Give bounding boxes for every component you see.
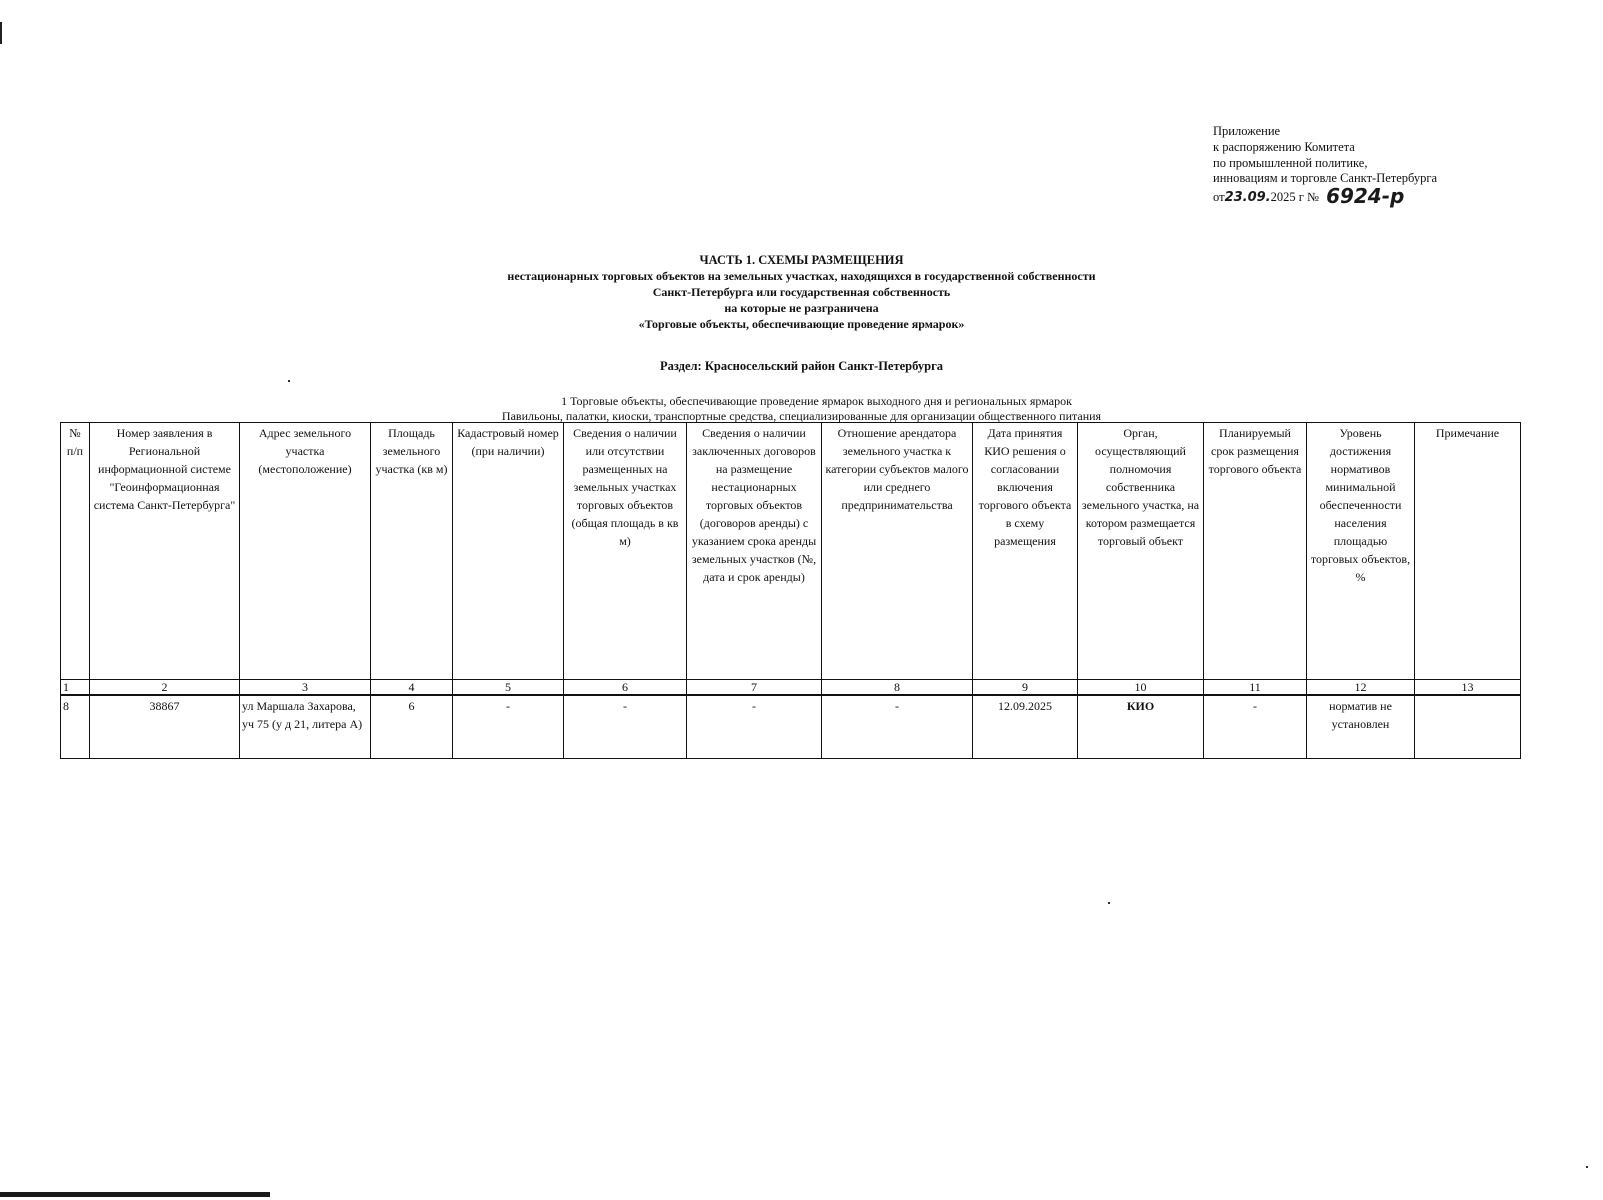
subsection-title: Павильоны, палатки, киоски, транспортные средства, специализированные для организации общественного питания bbox=[501, 409, 1102, 423]
appendix-block bbox=[1213, 124, 1438, 209]
column-number: 5 bbox=[453, 680, 564, 696]
column-number-row bbox=[61, 680, 1521, 696]
column-header: Дата принятия КИО решения о согласовании включения торгового объекта в схему размещения bbox=[973, 423, 1078, 680]
cell-authority: КИО bbox=[1078, 695, 1204, 759]
appendix-line: инновациям и торговле Санкт-Петербурга bbox=[1213, 171, 1438, 186]
appendix-line: к распоряжению Комитета bbox=[1213, 139, 1355, 154]
cell-row-number: 8 bbox=[61, 695, 90, 759]
scan-speck bbox=[1586, 1166, 1588, 1168]
cell-area: 6 bbox=[371, 695, 453, 759]
column-header: № п/п bbox=[61, 423, 90, 680]
cell-norm-level: норматив не установлен bbox=[1307, 695, 1415, 759]
column-header: Орган, осуществляющий полномочия собственника земельного участка, на котором размещается торговый объект bbox=[1078, 423, 1204, 680]
table-row bbox=[61, 695, 1521, 759]
scan-speck bbox=[288, 380, 290, 382]
section-title: Раздел: Красносельский район Санкт-Петербурга bbox=[659, 359, 944, 373]
appendix-date-line bbox=[1213, 184, 1437, 209]
placement-table bbox=[60, 422, 1521, 759]
column-header: Отношение арендатора земельного участка к категории субъектов малого или среднего предпринимательства bbox=[822, 423, 973, 680]
column-header: Примечание bbox=[1415, 423, 1521, 680]
cell-existing-objects: - bbox=[564, 695, 687, 759]
scan-speck bbox=[1108, 902, 1110, 904]
cell-note bbox=[1415, 695, 1521, 759]
scan-edge-mark bbox=[0, 22, 2, 44]
title-line: нестационарных торговых объектов на земельных участках, находящихся в государственной собственности bbox=[507, 269, 1096, 283]
column-number: 6 bbox=[564, 680, 687, 696]
title-line: «Торговые объекты, обеспечивающие проведение ярмарок» bbox=[638, 317, 965, 331]
column-number: 2 bbox=[90, 680, 240, 696]
column-header: Площадь земельного участка (кв м) bbox=[371, 423, 453, 680]
column-header: Кадастровый номер (при наличии) bbox=[453, 423, 564, 680]
column-number: 8 bbox=[822, 680, 973, 696]
scan-edge-bar bbox=[0, 1192, 270, 1197]
table-header-row bbox=[61, 423, 1521, 680]
title-line: на которые не разграничена bbox=[724, 301, 879, 315]
column-header: Адрес земельного участка (местоположение) bbox=[240, 423, 371, 680]
handwritten-order-number: 6924-р bbox=[1326, 184, 1405, 209]
from-label: от bbox=[1213, 190, 1225, 205]
cell-address: ул Маршала Захарова, уч 75 (у д 21, литера А) bbox=[240, 695, 371, 759]
subsection-title: 1 Торговые объекты, обеспечивающие проведение ярмарок выходного дня и региональных ярмарок bbox=[561, 394, 1072, 408]
cell-contracts: - bbox=[687, 695, 822, 759]
cell-planned-term: - bbox=[1204, 695, 1307, 759]
column-header: Уровень достижения нормативов минимальной обеспеченности населения площадью торговых объектов, % bbox=[1307, 423, 1415, 680]
column-number: 1 bbox=[61, 680, 90, 696]
cell-kio-date: 12.09.2025 bbox=[973, 695, 1078, 759]
cell-sme-relation: - bbox=[822, 695, 973, 759]
column-header: Сведения о наличии или отсутствии размещенных на земельных участках торговых объектов (общая площадь в кв м) bbox=[564, 423, 687, 680]
column-number: 13 bbox=[1415, 680, 1521, 696]
column-number: 7 bbox=[687, 680, 822, 696]
column-number: 11 bbox=[1204, 680, 1307, 696]
part-title: ЧАСТЬ 1. СХЕМЫ РАЗМЕЩЕНИЯ bbox=[699, 253, 904, 267]
cell-application-number: 38867 bbox=[90, 695, 240, 759]
column-number: 9 bbox=[973, 680, 1078, 696]
column-number: 3 bbox=[240, 680, 371, 696]
column-number: 12 bbox=[1307, 680, 1415, 696]
subsection-titles bbox=[0, 394, 1603, 424]
column-header: Сведения о наличии заключенных договоров на размещение нестационарных торговых объектов (договоров аренды) с указанием срока аренды земельных участков (№, дата и срок аренды) bbox=[687, 423, 822, 680]
column-number: 4 bbox=[371, 680, 453, 696]
column-number: 10 bbox=[1078, 680, 1204, 696]
appendix-line: по промышленной политике, bbox=[1213, 155, 1368, 170]
handwritten-date: 23.09. bbox=[1224, 190, 1271, 206]
title-line: Санкт-Петербурга или государственная собственность bbox=[652, 285, 951, 299]
appendix-line: Приложение bbox=[1213, 124, 1281, 138]
column-header: Номер заявления в Региональной информационной системе "Геоинформационная система Санкт-Петербурга" bbox=[90, 423, 240, 680]
document-titles bbox=[0, 252, 1603, 332]
column-header: Планируемый срок размещения торгового объекта bbox=[1204, 423, 1307, 680]
cell-cadastral-number: - bbox=[453, 695, 564, 759]
year-text: 2025 г № bbox=[1270, 190, 1319, 205]
